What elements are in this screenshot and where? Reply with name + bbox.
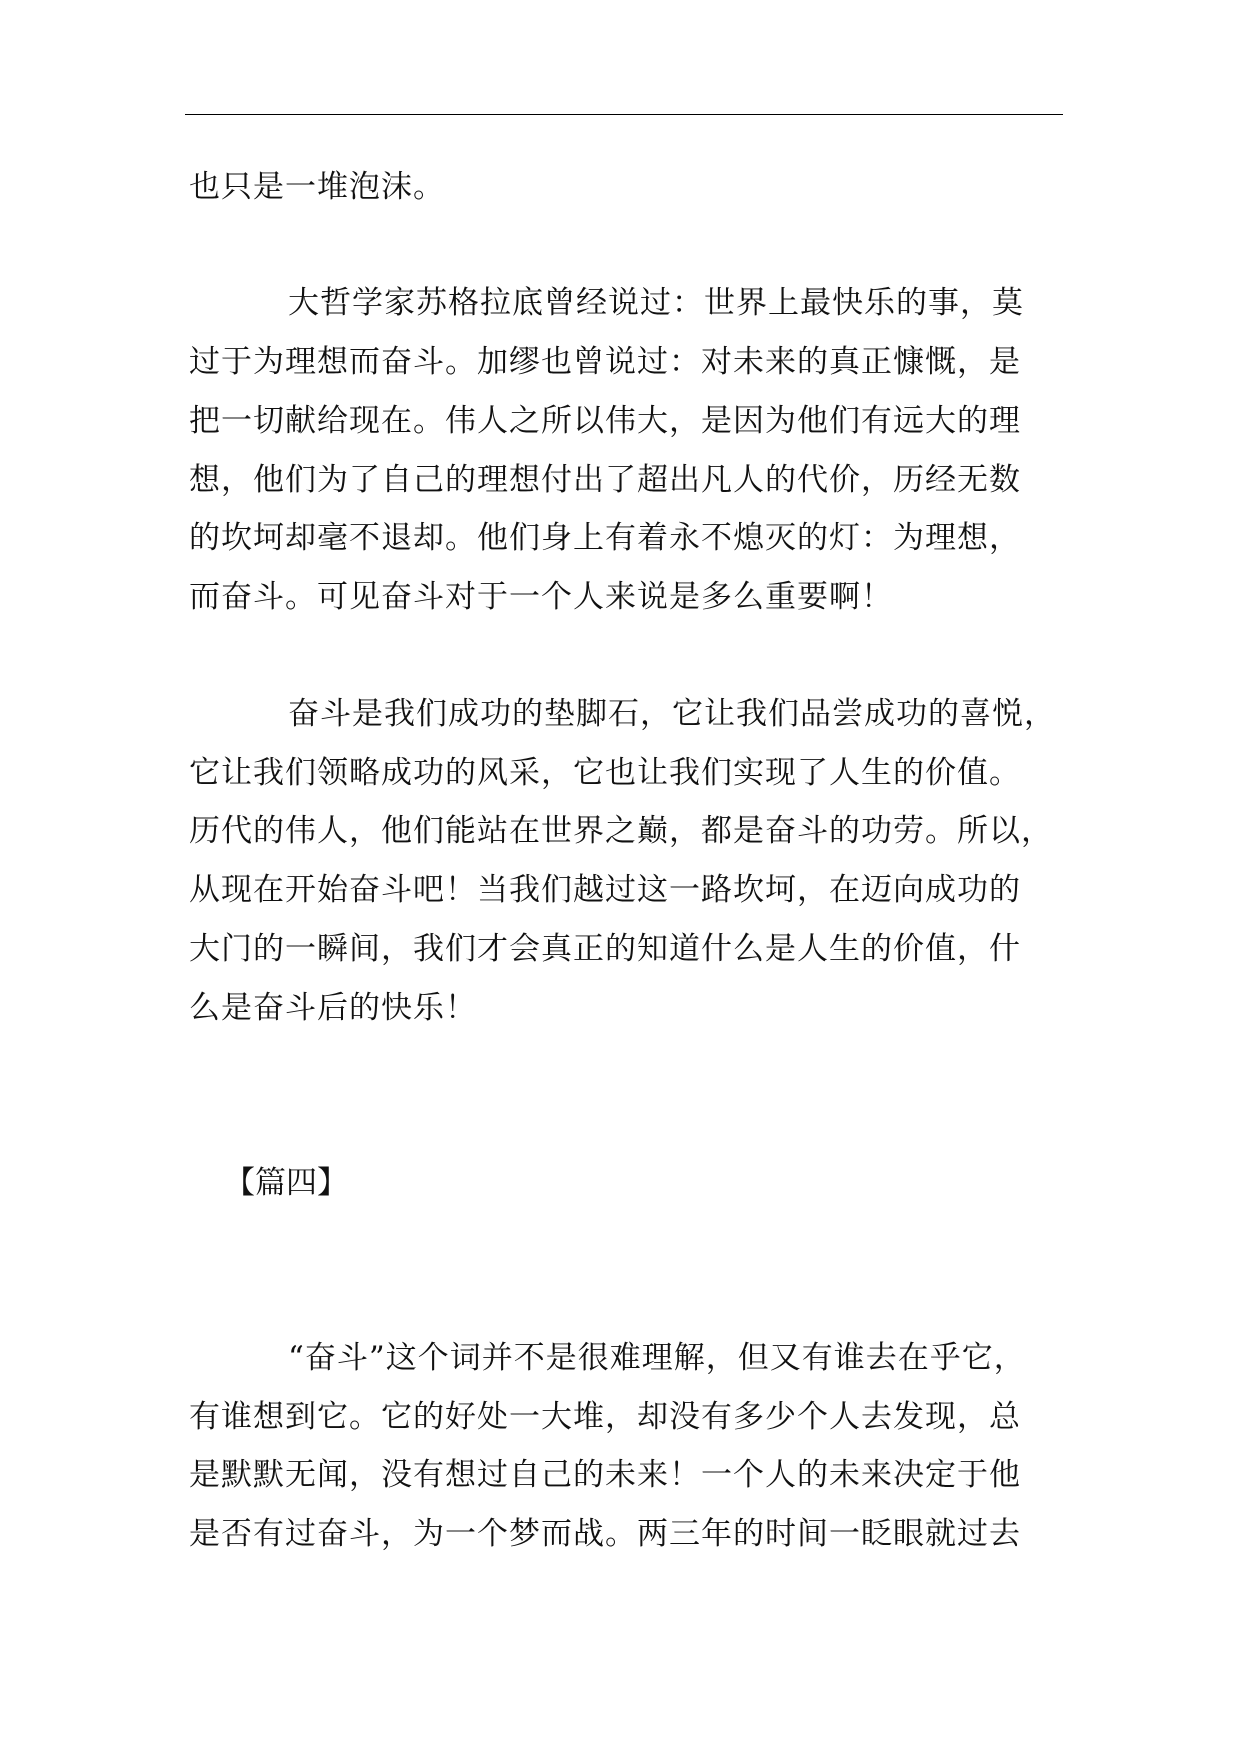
text-line: 是默默无闻，没有想过自己的未来！一个人的未来决定于他 [189,1457,1021,1493]
text-line: 历代的伟人，他们能站在世界之巅，都是奋斗的功劳。所以， [189,813,1053,849]
text-line: 把一切献给现在。伟人之所以伟大，是因为他们有远大的理 [189,403,1021,439]
text-line: 过于为理想而奋斗。加缪也曾说过：对未来的真正慷慨，是 [189,344,1021,380]
text-line: 想，他们为了自己的理想付出了超出凡人的代价，历经无数 [189,462,1021,498]
text-line: 而奋斗。可见奋斗对于一个人来说是多么重要啊！ [189,579,893,615]
text-line: 是否有过奋斗，为一个梦而战。两三年的时间一眨眼就过去 [189,1516,1021,1552]
text-line: “奋斗”这个词并不是很难理解，但又有谁去在乎它， [288,1340,1026,1376]
text-line: 大门的一瞬间，我们才会真正的知道什么是人生的价值，什 [189,931,1021,967]
text-line: 么是奋斗后的快乐！ [189,990,477,1026]
text-line: 的坎坷却毫不退却。他们身上有着永不熄灭的灯：为理想， [189,520,1021,556]
section-title: 【篇四】 [224,1165,348,1201]
header-rule [185,114,1063,115]
text-line: 有谁想到它。它的好处一大堆，却没有多少个人去发现，总 [189,1399,1021,1435]
text-line: 从现在开始奋斗吧！当我们越过这一路坎坷，在迈向成功的 [189,872,1021,908]
text-line: 大哲学家苏格拉底曾经说过：世界上最快乐的事，莫 [288,285,1024,321]
text-line: 也只是一堆泡沫。 [189,169,445,205]
text-line: 它让我们领略成功的风采，它也让我们实现了人生的价值。 [189,755,1021,791]
text-line: 奋斗是我们成功的垫脚石，它让我们品尝成功的喜悦， [288,696,1056,732]
